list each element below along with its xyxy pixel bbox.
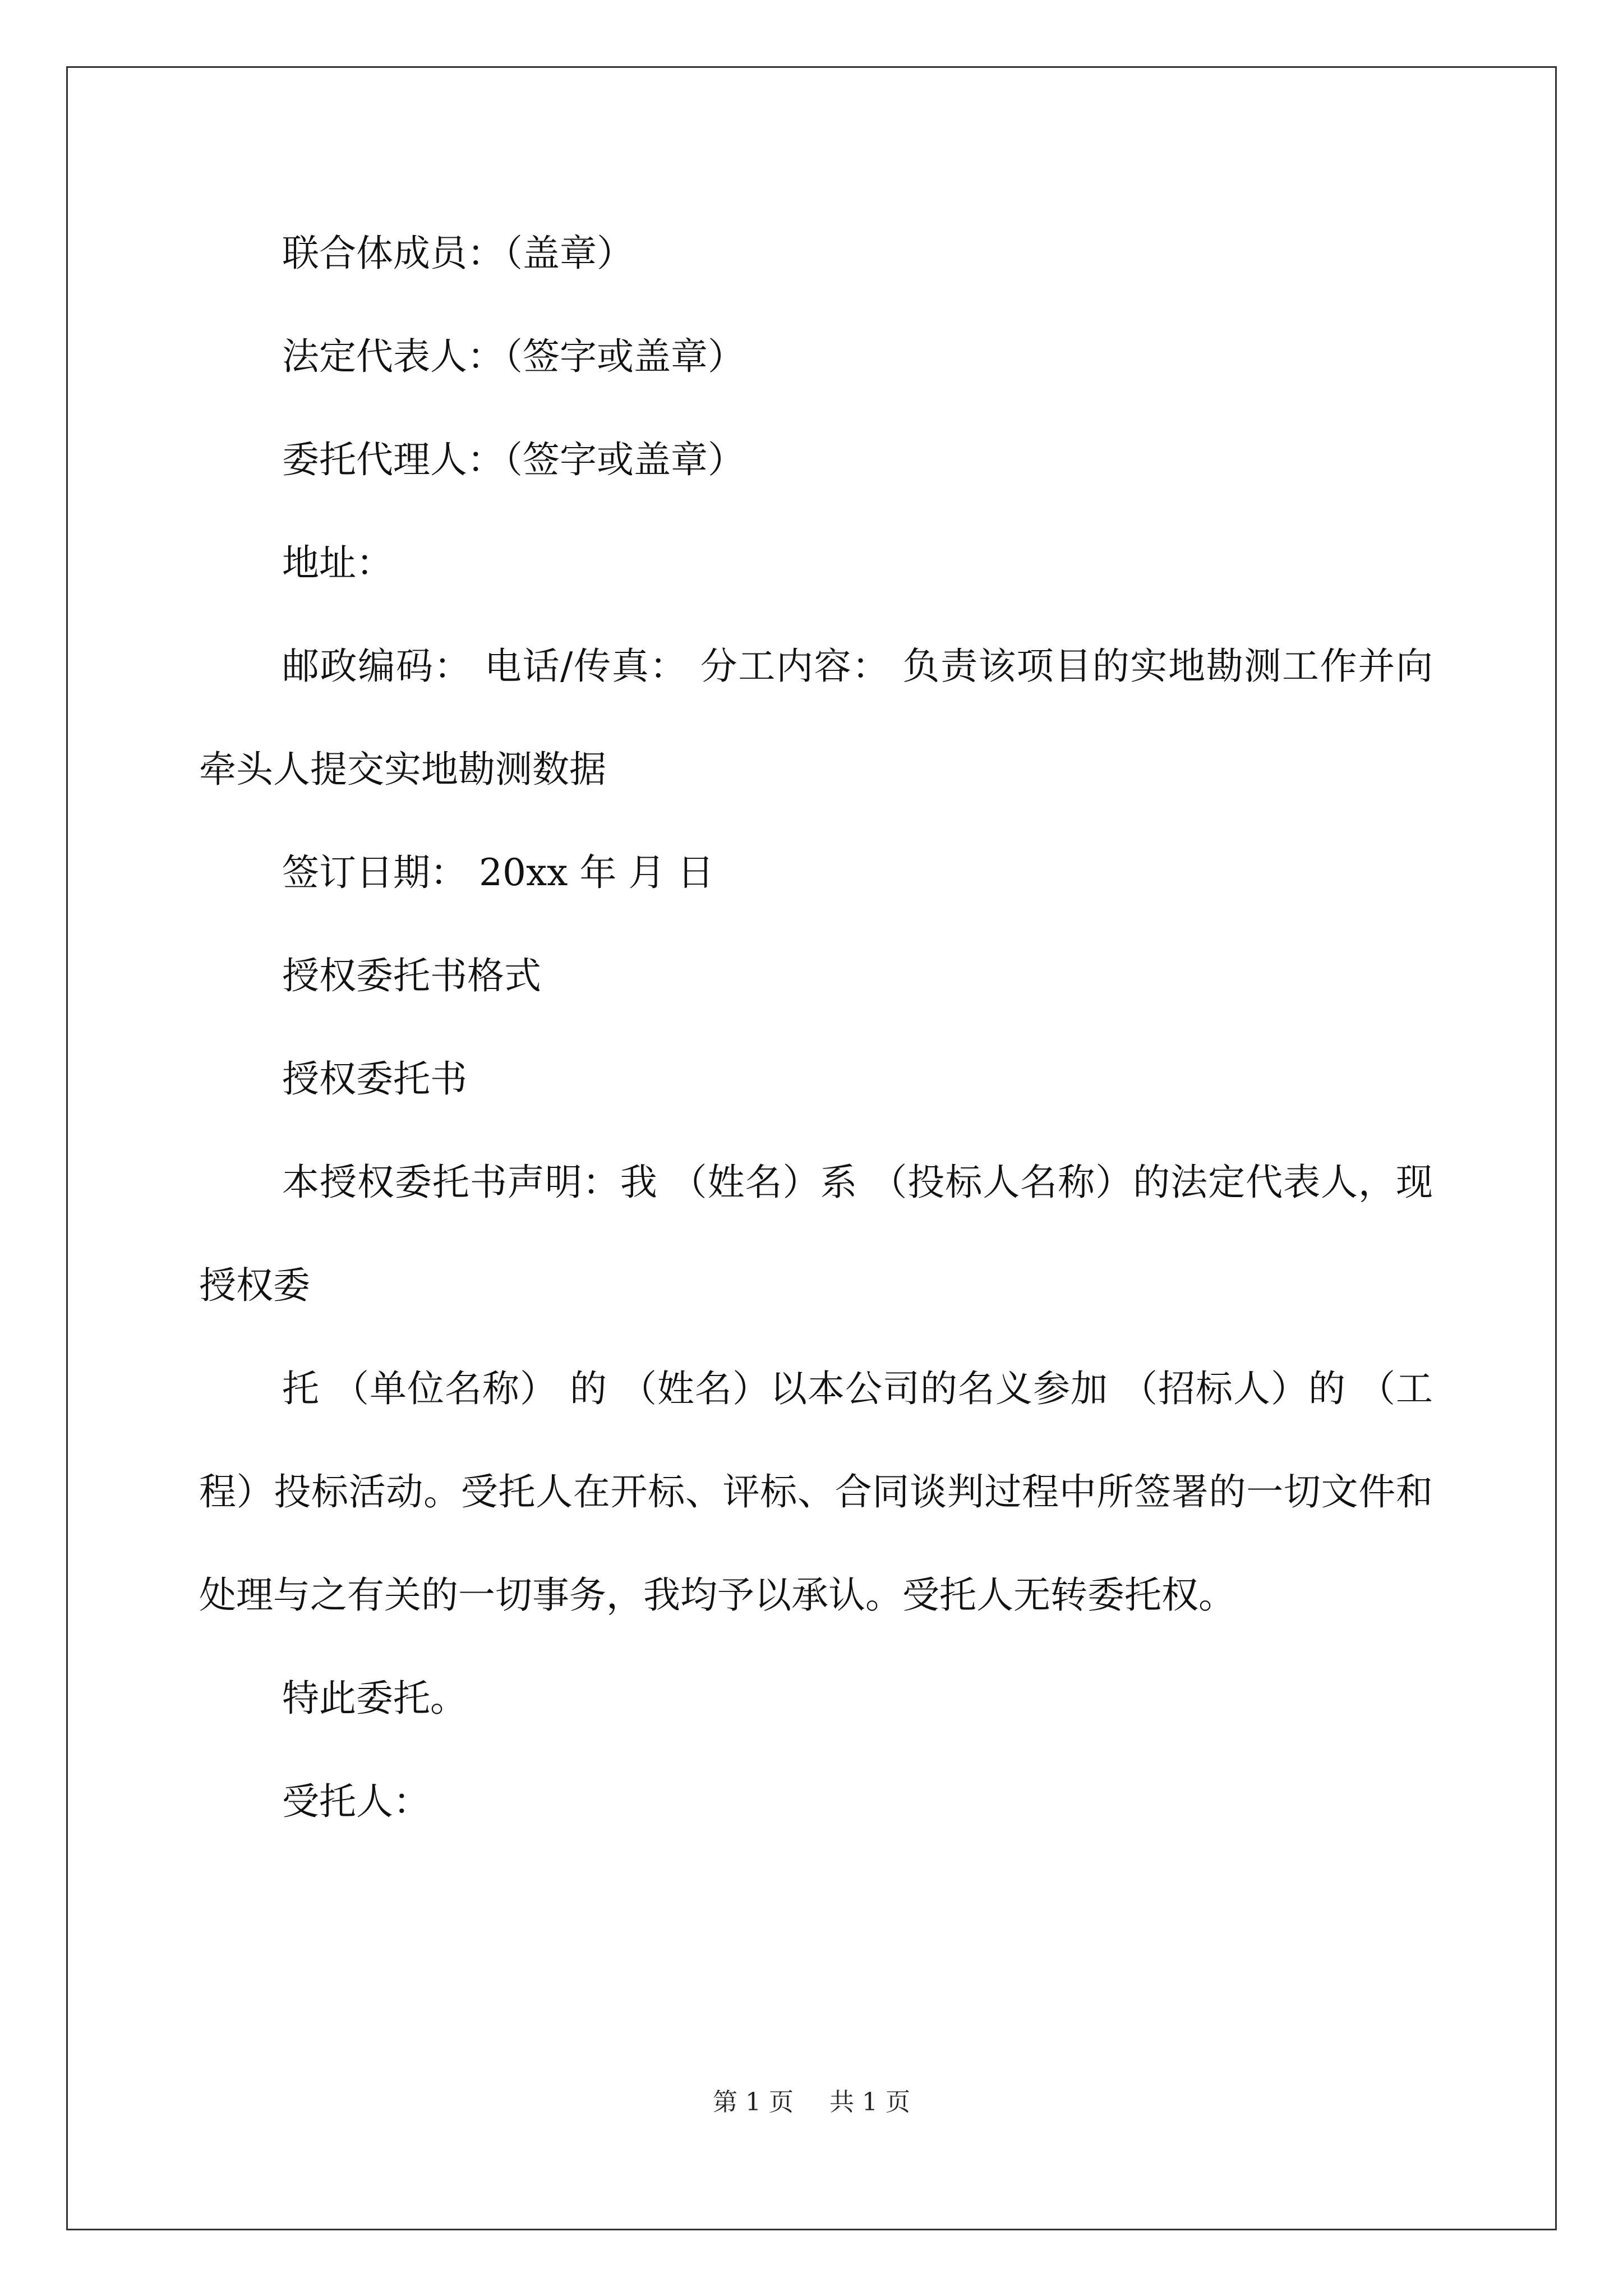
- page-number: 第 1 页: [713, 2088, 794, 2116]
- authorization-paragraph: 托 （单位名称） 的 （姓名）以本公司的名义参加 （招标人）的 （工程）投标活动。受托人在开标、评标、合同谈判过程中所签署的一切文件和处理与之有关的一切事务，我均予以承认。受托人无转委托权。: [199, 1367, 1433, 1617]
- section-heading-format: 授权委托书格式: [282, 954, 541, 997]
- legal-representative-line: 法定代表人：（签字或盖章）: [282, 335, 745, 378]
- section-heading-letter: 授权委托书: [282, 1057, 467, 1101]
- signing-date-line: 签订日期： 20xx 年 月 日: [282, 851, 714, 894]
- page-footer: [0, 2086, 1623, 2119]
- trustee-line: 受托人：: [282, 1780, 430, 1823]
- page-total: 共 1 页: [829, 2088, 910, 2116]
- address-line: 地址：: [282, 541, 393, 585]
- document-body: [199, 202, 1433, 1853]
- closing-line: 特此委托。: [282, 1677, 467, 1720]
- declaration-paragraph: 本授权委托书声明：我 （姓名）系 （投标人名称）的法定代表人，现授权委: [199, 1161, 1433, 1307]
- authorized-agent-line: 委托代理人：（签字或盖章）: [282, 438, 745, 481]
- postal-phone-division-paragraph: 邮政编码： 电话/传真： 分工内容： 负责该项目的实地勘测工作并向牵头人提交实地勘测数据: [199, 645, 1433, 791]
- member-seal-line: 联合体成员：（盖章）: [282, 232, 634, 275]
